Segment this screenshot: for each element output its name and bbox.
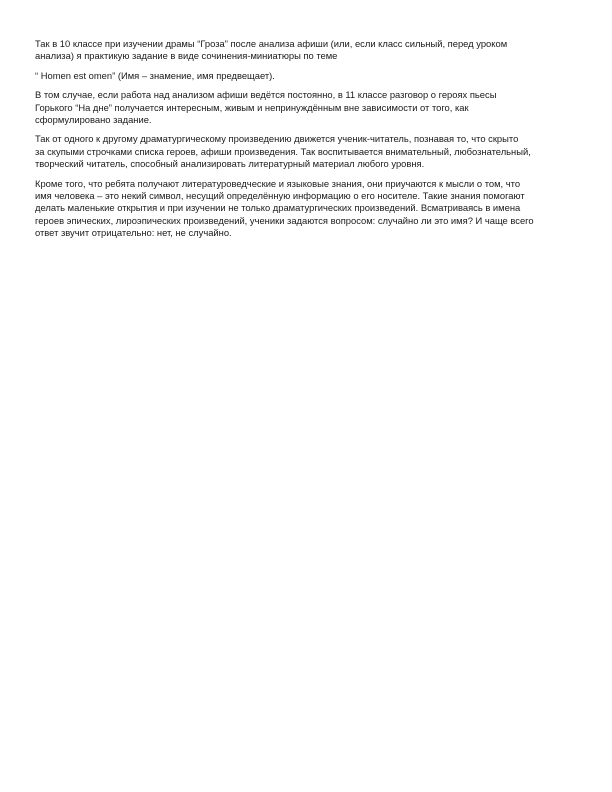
paragraph-1: Так в 10 классе при изучении драмы “Гроза” после анализа афиши (или, если класс сильный, перед уроком анализа) я практикую задание в виде сочинения-миниатюры по теме xyxy=(35,38,508,62)
paragraph-5: Кроме того, что ребята получают литературоведческие и языковые знания, они приучаются к мысли о том, что имя человека – это некий символ, несущий определённую информацию о его носителе. Такие знания помогают делать маленькие открытия и при изучении не только драматургических произведений. Всматриваясь в имена героев эпических, лироэпических произведений, ученики задаются вопросом: случайно ли это имя? И чаще всего ответ звучит отрицательно: нет, не случайно. xyxy=(35,177,534,239)
paragraph-4: Так от одного к другому драматургическому произведению движется ученик-читатель, познавая то, что скрыто за скупыми строчками списка героев, афиши произведения. Так воспитывается внимательный, любознательный, творческий читатель, способный анализировать литературный материал любого уровня. xyxy=(35,133,531,170)
document-body xyxy=(35,38,580,247)
paragraph-2: “ Homen est omen” (Имя – знамение, имя предвещает). xyxy=(35,69,275,81)
paragraph-3: В том случае, если работа над анализом афиши ведётся постоянно, в 11 классе разговор о героях пьесы Горького “На дне” получается интересным, живым и непринуждённым вне зависимости от того, как сформулировано задание. xyxy=(35,89,497,126)
